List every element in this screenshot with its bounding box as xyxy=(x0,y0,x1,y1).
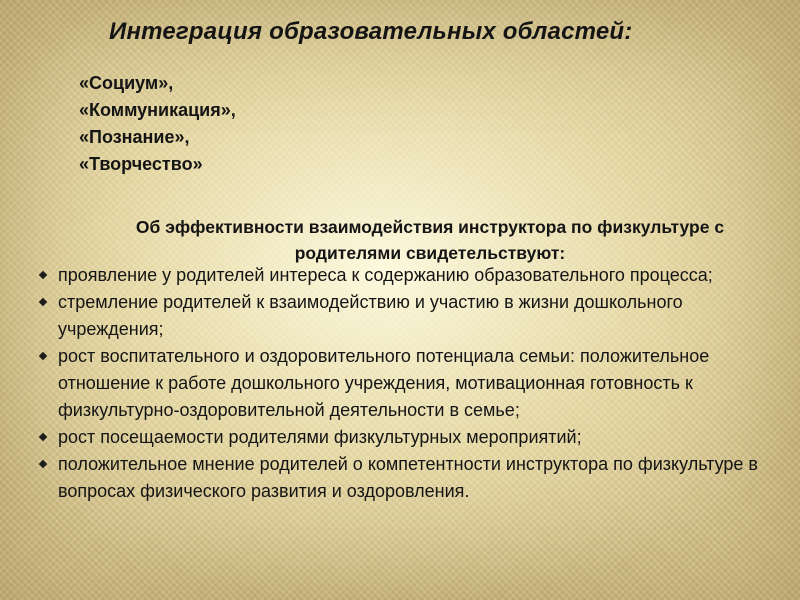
bullet-item: положительное мнение родителей о компетентности инструктора по физкультуре в вопросах физического развития и оздоровления. xyxy=(38,451,788,505)
bullet-item: рост посещаемости родителями физкультурных мероприятий; xyxy=(38,424,788,451)
education-areas-list xyxy=(79,70,236,178)
area-item: «Коммуникация», xyxy=(79,100,236,120)
bullet-item: проявление у родителей интереса к содержанию образовательного процесса; xyxy=(38,262,788,289)
bullet-item: рост воспитательного и оздоровительного потенциала семьи: положительное отношение к работе дошкольного учреждения, мотивационная готовность к физкультурно-оздоровительной деятельности в семье; xyxy=(38,343,788,424)
effectiveness-heading: Об эффективности взаимодействия инструктора по физкультуре с родителями свидетельствуют: xyxy=(135,217,725,263)
area-item: «Творчество» xyxy=(79,154,203,174)
bullet-item: стремление родителей к взаимодействию и участию в жизни дошкольного учреждения; xyxy=(38,289,788,343)
slide-title: Интеграция образовательных областей: xyxy=(109,18,633,45)
area-item: «Социум», xyxy=(79,73,174,93)
effectiveness-bullet-list xyxy=(38,262,788,505)
area-item: «Познание», xyxy=(79,127,190,147)
